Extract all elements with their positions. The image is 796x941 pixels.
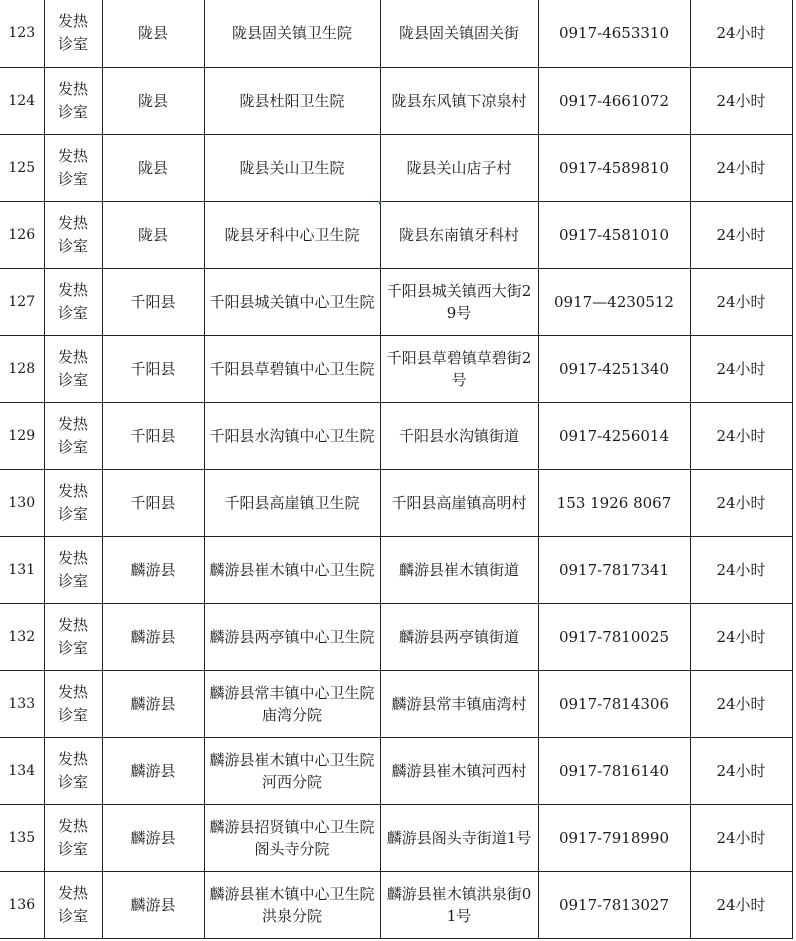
phone-cell: 0917-7817341: [538, 536, 690, 603]
clinic-type-line: 发热: [57, 883, 88, 902]
address-cell: 千阳县城关镇西大街29号: [380, 268, 538, 335]
clinic-type-line: 诊室: [57, 638, 88, 657]
clinic-type-line: 诊室: [57, 906, 88, 925]
clinic-type-line: 诊室: [57, 571, 88, 590]
hours-cell: 24小时: [690, 402, 792, 469]
phone-cell: 0917-7813027: [538, 871, 690, 938]
county-cell: 麟游县: [102, 804, 204, 871]
address-cell: 麟游县崔木镇洪泉街01号: [380, 871, 538, 938]
county-cell: 麟游县: [102, 536, 204, 603]
clinic-type-line: 发热: [57, 146, 88, 165]
row-number-cell: 129: [0, 402, 44, 469]
clinic-type-line: 发热: [57, 749, 88, 768]
clinic-type-line: 诊室: [57, 705, 88, 724]
table-row: [0, 469, 792, 536]
clinic-type-cell: [44, 871, 102, 938]
table-row: [0, 737, 792, 804]
row-number-cell: 124: [0, 67, 44, 134]
hours-cell: 24小时: [690, 335, 792, 402]
table-row: [0, 670, 792, 737]
clinic-type-line: 发热: [57, 548, 88, 567]
clinic-type-line: 发热: [57, 816, 88, 835]
address-cell: 麟游县常丰镇庙湾村: [380, 670, 538, 737]
hospital-name-cell: 麟游县常丰镇中心卫生院庙湾分院: [204, 670, 380, 737]
address-cell: 陇县关山店子村: [380, 134, 538, 201]
clinic-type-line: 诊室: [57, 839, 88, 858]
clinic-type-line: 发热: [57, 79, 88, 98]
row-number-cell: 125: [0, 134, 44, 201]
clinic-type-line: 发热: [57, 682, 88, 701]
hospital-name-cell: 麟游县两亭镇中心卫生院: [204, 603, 380, 670]
row-number-cell: 131: [0, 536, 44, 603]
row-number-cell: 135: [0, 804, 44, 871]
phone-cell: 0917-7918990: [538, 804, 690, 871]
address-cell: 麟游县两亭镇街道: [380, 603, 538, 670]
clinic-type-line: 发热: [57, 213, 88, 232]
clinic-type-line: 诊室: [57, 169, 88, 188]
phone-cell: 0917-7816140: [538, 737, 690, 804]
clinic-type-cell: [44, 804, 102, 871]
table-row: [0, 201, 792, 268]
hospital-name-cell: 陇县牙科中心卫生院: [204, 201, 380, 268]
phone-cell: 0917-4661072: [538, 67, 690, 134]
clinic-type-cell: [44, 0, 102, 67]
hours-cell: 24小时: [690, 201, 792, 268]
clinic-type-line: 诊室: [57, 35, 88, 54]
phone-cell: 0917-7810025: [538, 603, 690, 670]
hours-cell: 24小时: [690, 0, 792, 67]
hours-cell: 24小时: [690, 737, 792, 804]
hours-cell: 24小时: [690, 536, 792, 603]
row-number-cell: 123: [0, 0, 44, 67]
clinic-type-cell: [44, 201, 102, 268]
clinic-type-cell: [44, 67, 102, 134]
clinic-type-cell: [44, 268, 102, 335]
county-cell: 陇县: [102, 0, 204, 67]
table-row: [0, 804, 792, 871]
clinic-type-line: 诊室: [57, 102, 88, 121]
table-row: [0, 67, 792, 134]
clinic-type-line: 诊室: [57, 772, 88, 791]
row-number-cell: 130: [0, 469, 44, 536]
county-cell: 麟游县: [102, 737, 204, 804]
clinic-type-cell: [44, 737, 102, 804]
clinic-type-line: 诊室: [57, 437, 88, 456]
table-row: [0, 402, 792, 469]
phone-cell: 0917-4653310: [538, 0, 690, 67]
clinic-type-cell: [44, 603, 102, 670]
clinic-type-line: 诊室: [57, 370, 88, 389]
clinic-type-line: 诊室: [57, 236, 88, 255]
hospital-name-cell: 麟游县崔木镇中心卫生院洪泉分院: [204, 871, 380, 938]
county-cell: 千阳县: [102, 335, 204, 402]
clinic-type-line: 诊室: [57, 504, 88, 523]
phone-cell: 0917-4251340: [538, 335, 690, 402]
hours-cell: 24小时: [690, 670, 792, 737]
phone-cell: 0917-4581010: [538, 201, 690, 268]
clinic-type-line: 发热: [57, 481, 88, 500]
address-cell: 麟游县崔木镇河西村: [380, 737, 538, 804]
table-row: [0, 0, 792, 67]
phone-cell: 0917-7814306: [538, 670, 690, 737]
row-number-cell: 133: [0, 670, 44, 737]
cell-comment-marker: [379, 201, 383, 205]
county-cell: 麟游县: [102, 670, 204, 737]
hospital-name-cell: 千阳县高崖镇卫生院: [204, 469, 380, 536]
address-cell: 麟游县阁头寺街道1号: [380, 804, 538, 871]
address-cell: 麟游县崔木镇街道: [380, 536, 538, 603]
clinic-type-line: 发热: [57, 347, 88, 366]
hours-cell: 24小时: [690, 134, 792, 201]
phone-cell: 153 1926 8067: [538, 469, 690, 536]
hospital-name-cell: 陇县固关镇卫生院: [204, 0, 380, 67]
county-cell: 陇县: [102, 67, 204, 134]
hospital-name-cell: 千阳县水沟镇中心卫生院: [204, 402, 380, 469]
table-row: [0, 603, 792, 670]
hours-cell: 24小时: [690, 603, 792, 670]
clinic-type-cell: [44, 402, 102, 469]
table-row: [0, 335, 792, 402]
hospital-name-cell: 陇县关山卫生院: [204, 134, 380, 201]
row-number-cell: 126: [0, 201, 44, 268]
hours-cell: 24小时: [690, 469, 792, 536]
phone-cell: 0917-4589810: [538, 134, 690, 201]
clinic-type-cell: [44, 469, 102, 536]
county-cell: 陇县: [102, 201, 204, 268]
address-cell: 陇县东南镇牙科村: [380, 201, 538, 268]
row-number-cell: 134: [0, 737, 44, 804]
hospital-name-cell: 麟游县崔木镇中心卫生院: [204, 536, 380, 603]
hours-cell: 24小时: [690, 871, 792, 938]
county-cell: 麟游县: [102, 871, 204, 938]
clinic-type-cell: [44, 536, 102, 603]
hospital-name-cell: 千阳县草碧镇中心卫生院: [204, 335, 380, 402]
hospital-name-cell: 千阳县城关镇中心卫生院: [204, 268, 380, 335]
hours-cell: 24小时: [690, 804, 792, 871]
address-cell: 千阳县高崖镇高明村: [380, 469, 538, 536]
address-cell: 千阳县水沟镇街道: [380, 402, 538, 469]
county-cell: 陇县: [102, 134, 204, 201]
county-cell: 千阳县: [102, 268, 204, 335]
phone-cell: 0917—4230512: [538, 268, 690, 335]
address-cell: 千阳县草碧镇草碧街2号: [380, 335, 538, 402]
hospital-name-cell: 麟游县招贤镇中心卫生院阁头寺分院: [204, 804, 380, 871]
row-number-cell: 132: [0, 603, 44, 670]
county-cell: 麟游县: [102, 603, 204, 670]
clinic-type-line: 诊室: [57, 303, 88, 322]
clinic-type-cell: [44, 335, 102, 402]
clinic-type-line: 发热: [57, 280, 88, 299]
row-number-cell: 136: [0, 871, 44, 938]
phone-cell: 0917-4256014: [538, 402, 690, 469]
clinic-type-line: 发热: [57, 414, 88, 433]
table-row: [0, 134, 792, 201]
table-row: [0, 268, 792, 335]
hospital-name-cell: 陇县杜阳卫生院: [204, 67, 380, 134]
clinic-type-line: 发热: [57, 615, 88, 634]
row-number-cell: 127: [0, 268, 44, 335]
hours-cell: 24小时: [690, 67, 792, 134]
clinic-type-cell: [44, 670, 102, 737]
hospital-name-cell: 麟游县崔木镇中心卫生院河西分院: [204, 737, 380, 804]
county-cell: 千阳县: [102, 469, 204, 536]
hours-cell: 24小时: [690, 268, 792, 335]
county-cell: 千阳县: [102, 402, 204, 469]
clinic-type-line: 发热: [57, 12, 88, 31]
row-number-cell: 128: [0, 335, 44, 402]
address-cell: 陇县东风镇下凉泉村: [380, 67, 538, 134]
table-row: [0, 536, 792, 603]
address-cell: 陇县固关镇固关街: [380, 0, 538, 67]
table-row: [0, 871, 792, 938]
clinic-type-cell: [44, 134, 102, 201]
